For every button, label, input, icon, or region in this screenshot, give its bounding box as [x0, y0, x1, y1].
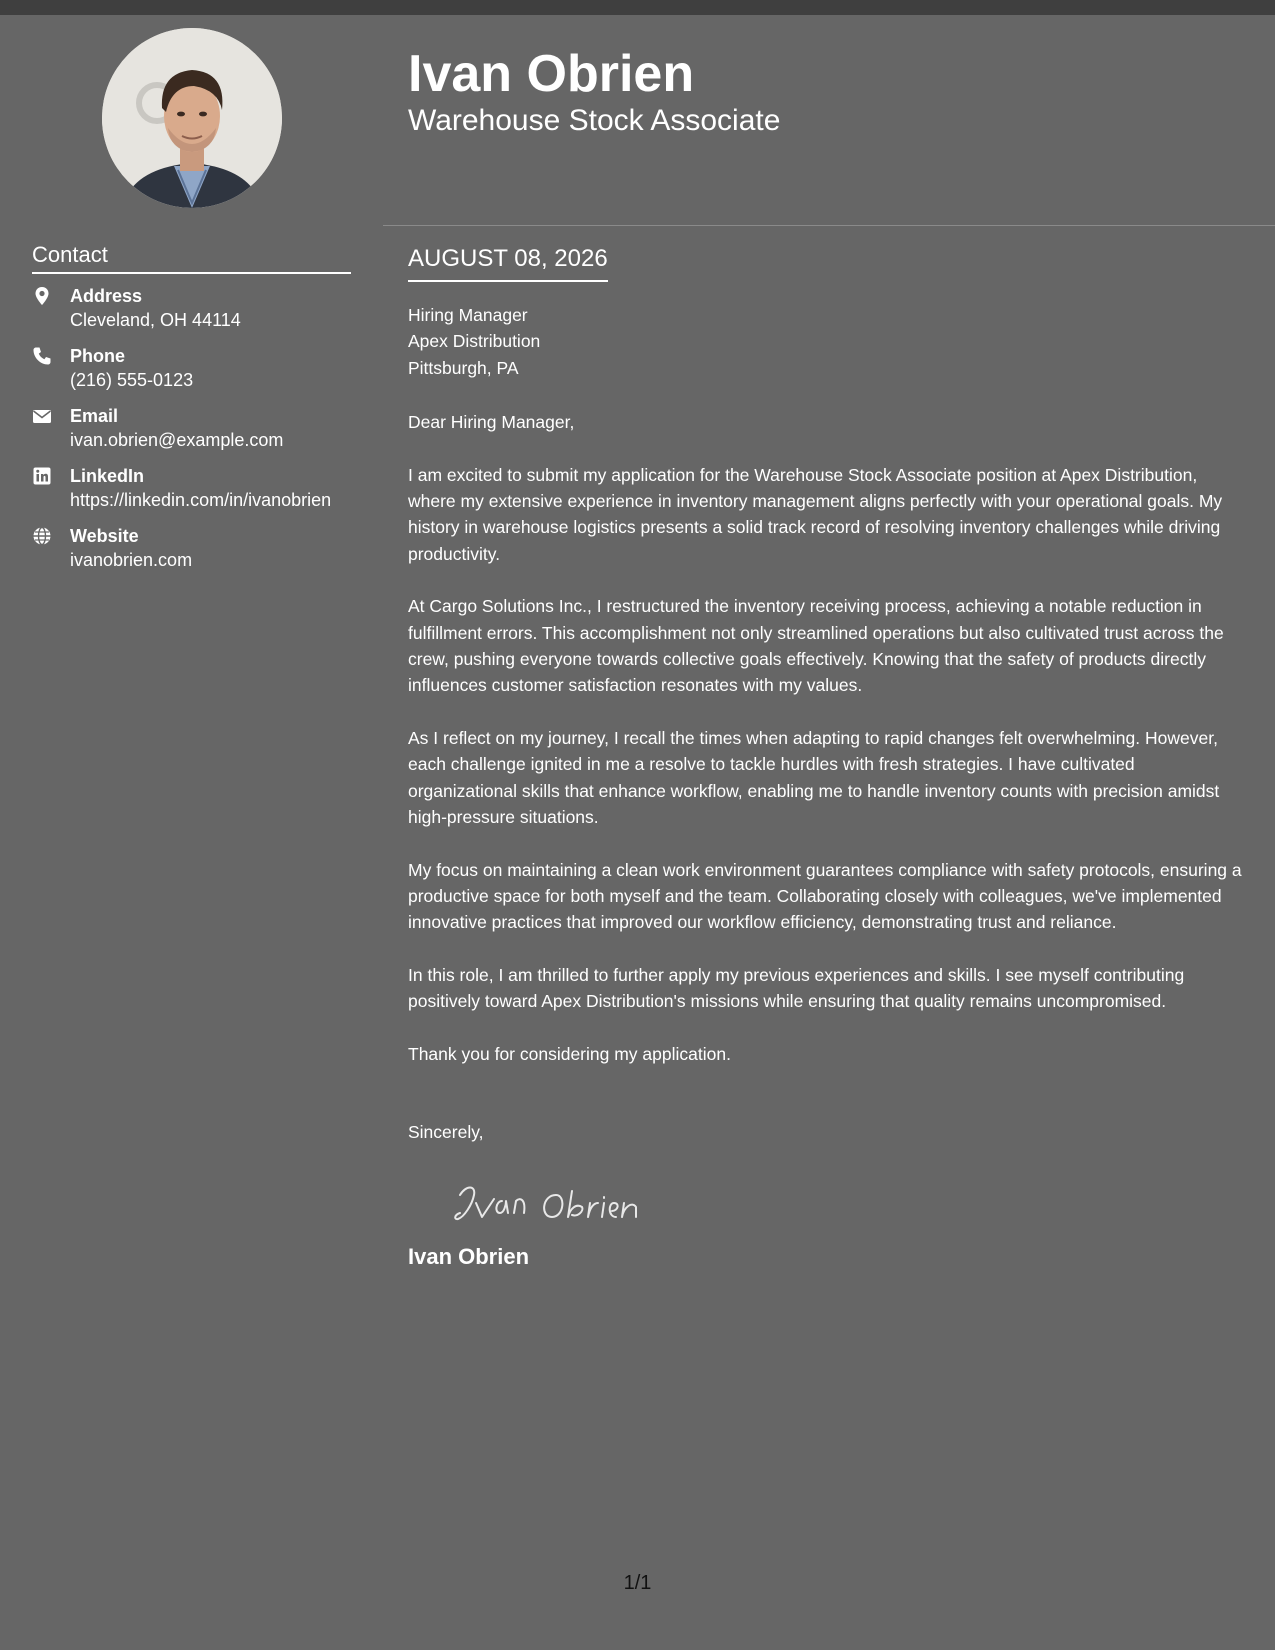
contact-item-address	[32, 284, 352, 332]
recipient-location: Pittsburgh, PA	[408, 357, 519, 378]
applicant-name: Ivan Obrien	[408, 45, 695, 103]
contact-label: Phone	[70, 346, 126, 366]
contact-list	[32, 284, 352, 584]
email-value[interactable]: ivan.obrien@example.com	[70, 430, 284, 450]
job-title: Warehouse Stock Associate	[408, 104, 781, 137]
letter-body	[408, 302, 1248, 1271]
globe-icon	[32, 526, 52, 546]
handwritten-signature	[446, 1173, 1248, 1233]
address-value: Cleveland, OH 44114	[70, 310, 241, 330]
closing: Sincerely,	[408, 1121, 484, 1142]
body-paragraph: Thank you for considering my application.	[408, 1043, 731, 1064]
recipient-block	[408, 302, 1248, 381]
signer-name: Ivan Obrien	[408, 1244, 530, 1270]
contact-label: Address	[70, 286, 143, 306]
contact-item-email	[32, 404, 352, 452]
contact-label: Website	[70, 526, 139, 546]
body-paragraph: My focus on maintaining a clean work environment guarantees compliance with safety protocols, ensuring a productive space for both myself and the team. Collaborating closely with colleagues, we've implemented innovative practices that improved our workflow efficiency, demonstrating trust and reliance.	[408, 859, 1242, 933]
profile-photo	[102, 28, 282, 208]
phone-icon	[32, 346, 52, 366]
salutation: Dear Hiring Manager,	[408, 412, 575, 433]
contact-heading: Contact	[32, 242, 351, 274]
header-divider	[383, 225, 1275, 226]
website-value[interactable]: ivanobrien.com	[70, 550, 193, 570]
letter-date: AUGUST 08, 2026	[408, 244, 608, 282]
body-paragraph: As I reflect on my journey, I recall the times when adapting to rapid changes felt overwhelming. However, each challenge ignited in me a resolve to tackle hurdles with fresh strategies. I have cultivated organizational skills that enhance workflow, enabling me to handle inventory counts with precision amidst high-pressure situations.	[408, 727, 1220, 828]
contact-label: Email	[70, 406, 119, 426]
contact-label: LinkedIn	[70, 466, 145, 486]
contact-item-website	[32, 524, 352, 572]
contact-item-linkedin	[32, 464, 352, 512]
body-paragraph: At Cargo Solutions Inc., I restructured the inventory receiving process, achieving a notable reduction in fulfillment errors. This accomplishment not only streamlined operations but also cultivated trust across the crew, pushing everyone towards collective goals effectively. Knowing that the safety of products directly influences customer satisfaction resonates with my values.	[408, 596, 1224, 696]
linkedin-icon	[32, 466, 52, 486]
recipient-name: Hiring Manager	[408, 305, 528, 325]
linkedin-value[interactable]: https://linkedin.com/in/ivanobrien	[70, 490, 332, 510]
page-number: 1/1	[623, 1572, 652, 1594]
envelope-icon	[32, 406, 52, 426]
body-paragraph: I am excited to submit my application for the Warehouse Stock Associate position at Apex Distribution, where my extensive experience in inventory management aligns perfectly with your operational goals. My history in warehouse logistics presents a solid track record of resolving inventory challenges while driving productivity.	[408, 464, 1223, 564]
top-bar	[0, 0, 1275, 15]
contact-item-phone	[32, 344, 352, 392]
map-pin-icon	[32, 286, 52, 306]
phone-value[interactable]: (216) 555-0123	[70, 370, 194, 390]
recipient-company: Apex Distribution	[408, 331, 541, 352]
body-paragraph: In this role, I am thrilled to further apply my previous experiences and skills. I see myself contributing positively toward Apex Distribution's missions while ensuring that quality remains uncompromised.	[408, 964, 1185, 1012]
